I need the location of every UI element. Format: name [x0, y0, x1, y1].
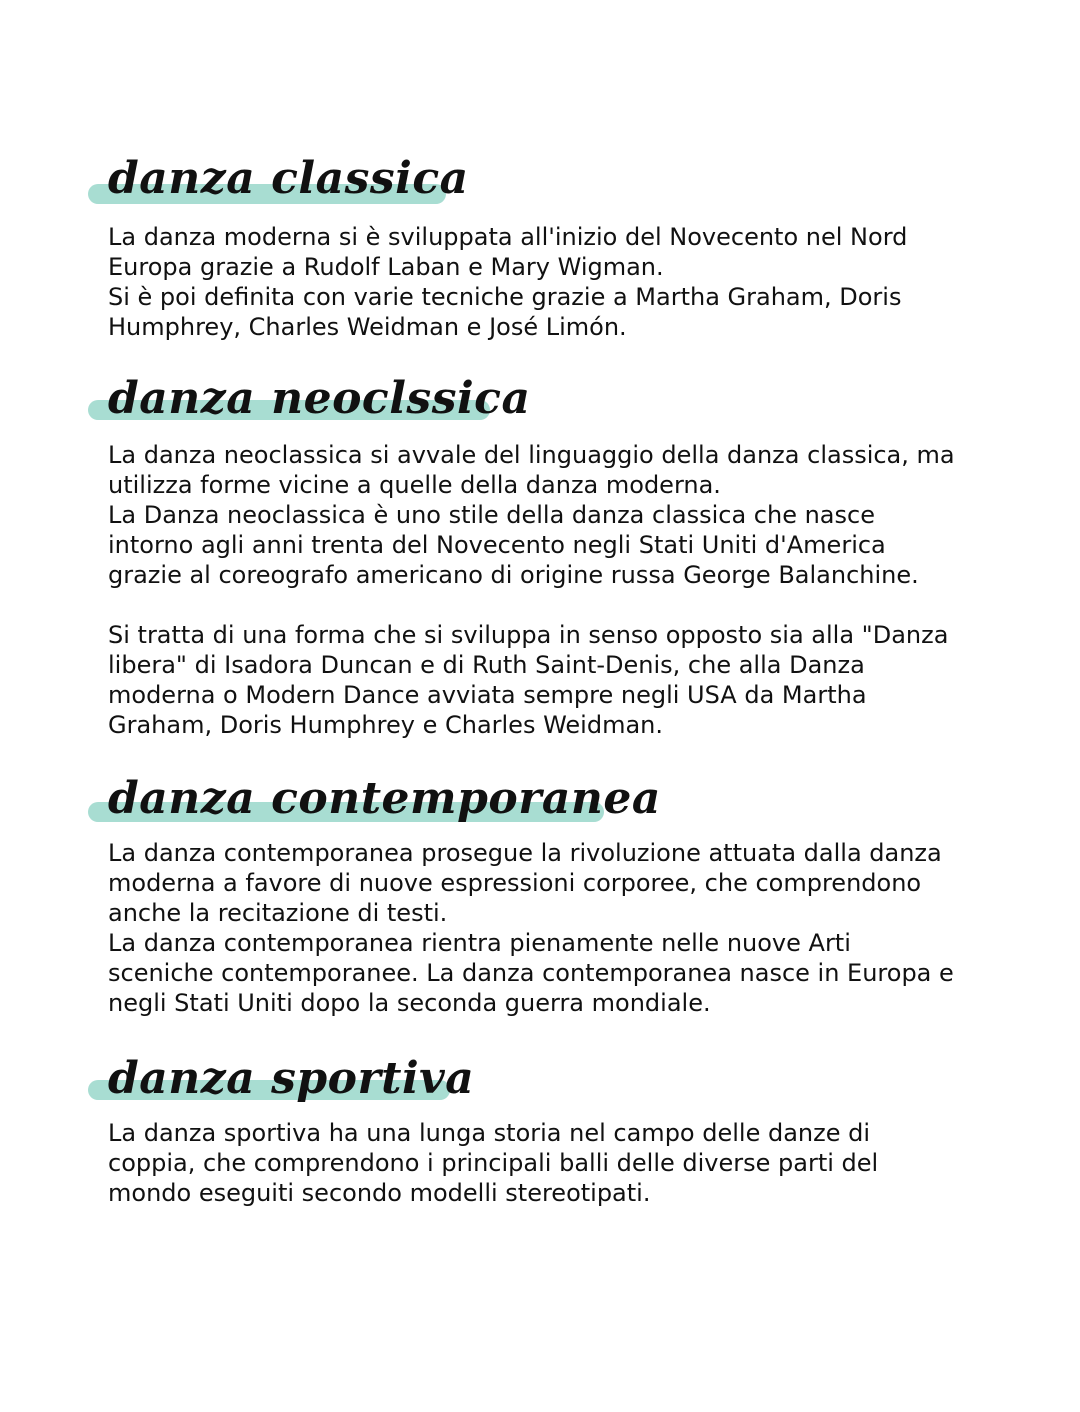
text-line: La danza contemporanea prosegue la rivoluzione attuata dalla danza	[108, 839, 942, 867]
section-danza-sportiva	[0, 1050, 1080, 1207]
section-danza-neoclassica	[0, 370, 1080, 739]
text-line: La danza neoclassica si avvale del linguaggio della danza classica, ma	[108, 441, 955, 469]
text-line: grazie al coreografo americano di origine russa George Balanchine.	[108, 561, 919, 589]
text-line: La danza sportiva ha una lunga storia nel campo delle danze di	[108, 1119, 871, 1147]
text-line: Europa grazie a Rudolf Laban e Mary Wigman.	[108, 253, 664, 281]
text-line: Si tratta di una forma che si sviluppa in senso opposto sia alla "Danza	[108, 621, 949, 649]
text-line: utilizza forme vicine a quelle della danza moderna.	[108, 471, 721, 499]
section-body	[108, 838, 1008, 1018]
text-line: La danza contemporanea rientra pienamente nelle nuove Arti	[108, 929, 851, 957]
text-line: coppia, che comprendono i principali balli delle diverse parti del	[108, 1149, 879, 1177]
text-line: sceniche contemporanee. La danza contemporanea nasce in Europa e	[108, 959, 954, 987]
text-line: moderna o Modern Dance avviata sempre negli USA da Martha	[108, 681, 867, 709]
text-line: Si è poi definita con varie tecniche grazie a Martha Graham, Doris	[108, 283, 902, 311]
section-title: danza classica	[108, 153, 469, 204]
heading-block	[0, 770, 1080, 834]
section-body	[108, 440, 1008, 740]
text-line: La danza moderna si è sviluppata all'inizio del Novecento nel Nord	[108, 223, 908, 251]
section-danza-contemporanea	[0, 770, 1080, 1017]
text-line: moderna a favore di nuove espressioni corporee, che comprendono	[108, 869, 922, 897]
text-line: negli Stati Uniti dopo la seconda guerra mondiale.	[108, 989, 711, 1017]
text-line: Humphrey, Charles Weidman e José Limón.	[108, 313, 627, 341]
text-line: anche la recitazione di testi.	[108, 899, 448, 927]
section-danza-classica	[0, 150, 1080, 341]
section-body	[108, 1118, 1008, 1208]
section-title: danza sportiva	[108, 1053, 475, 1104]
section-title: danza neoclssica	[108, 373, 531, 424]
text-line: libera" di Isadora Duncan e di Ruth Saint-Denis, che alla Danza	[108, 651, 865, 679]
section-body	[108, 222, 1008, 342]
text-line: Graham, Doris Humphrey e Charles Weidman.	[108, 711, 663, 739]
text-line: mondo eseguiti secondo modelli stereotipati.	[108, 1179, 651, 1207]
heading-block	[0, 150, 1080, 214]
text-line: La Danza neoclassica è uno stile della danza classica che nasce	[108, 501, 875, 529]
heading-block	[0, 370, 1080, 434]
heading-block	[0, 1050, 1080, 1114]
section-title: danza contemporanea	[108, 773, 661, 824]
text-line: intorno agli anni trenta del Novecento negli Stati Uniti d'America	[108, 531, 886, 559]
